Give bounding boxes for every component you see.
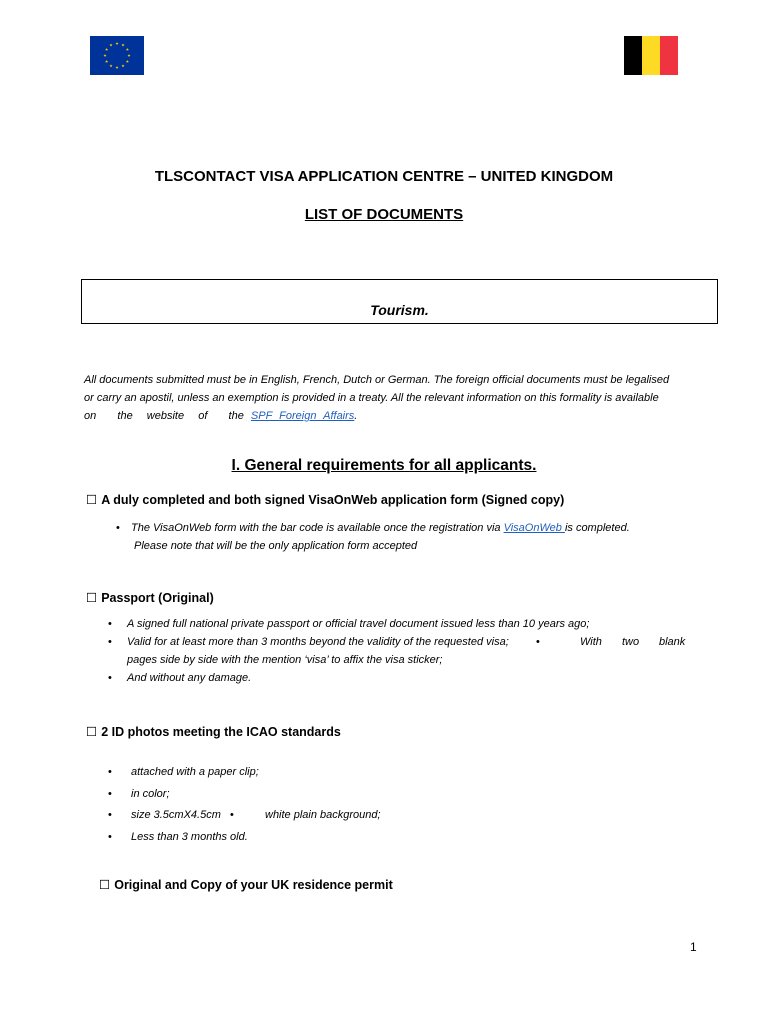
photos-bullet-2: in color; (131, 787, 170, 800)
list-item (108, 805, 508, 827)
eu-star-icon (126, 48, 129, 51)
eu-star-icon (105, 60, 108, 63)
bullet-icon: • (536, 636, 540, 648)
visa-form-line-2: Please note that will be the only application form accepted (134, 540, 418, 552)
requirement-visa-form (86, 492, 564, 507)
passport-bullet-3-continuation: pages side by side with the mention ‘visa’ to affix the visa sticker; (127, 654, 443, 666)
belgium-flag-stripe-yellow (642, 36, 660, 75)
passport-bullet-3-word-3: blank (659, 636, 686, 648)
spf-foreign-affairs-link[interactable]: SPF Foreign Affairs (250, 410, 355, 422)
list-item (108, 615, 690, 633)
page-title: TLSCONTACT VISA APPLICATION CENTRE – UNITED KINGDOM (154, 168, 614, 185)
visa-form-line-1 (131, 522, 630, 534)
eu-star-icon (103, 54, 106, 57)
eu-flag-icon (90, 36, 144, 75)
passport-bullet-1: A signed full national private passport or official travel document issued less than 10 years ago; (127, 618, 590, 630)
eu-star-icon (127, 54, 130, 57)
belgium-flag-stripe-red (660, 36, 678, 75)
eu-star-icon (109, 44, 112, 47)
intro-paragraph (84, 371, 688, 425)
page-number: 1 (690, 940, 697, 954)
category-label: Tourism. (370, 302, 429, 318)
requirement-label: 2 ID photos meeting the ICAO standards (101, 725, 341, 739)
visa-form-line-1-suffix: is completed. (564, 522, 630, 534)
eu-star-icon (115, 66, 118, 69)
requirement-label: Passport (Original) (101, 591, 214, 605)
intro-line-3-suffix: . (354, 410, 358, 422)
passport-bullet-4: And without any damage. (127, 672, 252, 684)
bullet-icon: • (108, 787, 112, 800)
passport-bullet-3-word-1: With (580, 636, 602, 648)
passport-bullets (108, 615, 690, 687)
bullet-icon: • (108, 809, 112, 821)
eu-star-icon (126, 60, 129, 63)
requirement-residence-permit (99, 877, 393, 892)
bullet-icon: • (108, 636, 112, 648)
bullet-icon: • (230, 809, 234, 821)
photos-bullet-1: attached with a paper clip; (131, 766, 259, 778)
passport-bullet-3-word-2: two (622, 636, 640, 648)
belgium-flag-stripe-black (624, 36, 642, 75)
checkbox-icon[interactable]: ☐ (99, 878, 111, 892)
eu-star-icon (121, 44, 124, 47)
intro-line-3 (84, 407, 688, 425)
page-subtitle: LIST OF DOCUMENTS (304, 206, 464, 223)
checkbox-icon[interactable]: ☐ (86, 591, 98, 605)
requirement-label: Original and Copy of your UK residence permit (114, 878, 393, 892)
bullet-icon: • (108, 766, 112, 778)
list-item (108, 762, 508, 784)
requirement-label: A duly completed and both signed VisaOnWeb application form (Signed copy) (101, 493, 565, 507)
eu-star-icon (121, 64, 124, 67)
belgium-flag-icon (624, 36, 678, 75)
requirement-id-photos (86, 724, 341, 739)
eu-star-icon (115, 42, 118, 45)
bullet-icon: • (108, 618, 112, 630)
eu-star-icon (109, 64, 112, 67)
list-item (108, 633, 690, 651)
list-item (108, 827, 508, 849)
list-item (116, 519, 696, 537)
checkbox-icon[interactable]: ☐ (86, 493, 98, 507)
intro-line-1: All documents submitted must be in English, French, Dutch or German. The foreign official documents must be legalised (84, 374, 670, 386)
passport-bullet-2: Valid for at least more than 3 months beyond the validity of the requested visa; (127, 636, 509, 648)
intro-line-3-prefix: on the website of the (84, 410, 251, 422)
photos-bullet-5: Less than 3 months old. (131, 830, 248, 843)
photos-bullet-4: white plain background; (265, 809, 381, 821)
bullet-icon: • (116, 522, 120, 534)
section-heading: I. General requirements for all applicants. (231, 457, 537, 474)
bullet-icon: • (108, 672, 112, 684)
intro-line-2: or carry an apostil, unless an exemption is provided in a treaty. All the relevant information on this formality is available (84, 392, 659, 404)
visa-form-bullets (116, 519, 696, 555)
bullet-icon: • (108, 830, 112, 843)
requirement-passport (86, 590, 214, 605)
photos-bullet-3: size 3.5cmX4.5cm (131, 809, 221, 821)
visaonweb-link[interactable]: VisaOnWeb (503, 522, 565, 534)
category-box (81, 279, 718, 324)
list-item (108, 784, 508, 806)
eu-star-icon (105, 48, 108, 51)
photos-bullets (108, 762, 508, 848)
checkbox-icon[interactable]: ☐ (86, 725, 98, 739)
visa-form-line-1-prefix: The VisaOnWeb form with the bar code is available once the registration via (131, 522, 504, 534)
list-item (108, 669, 690, 687)
